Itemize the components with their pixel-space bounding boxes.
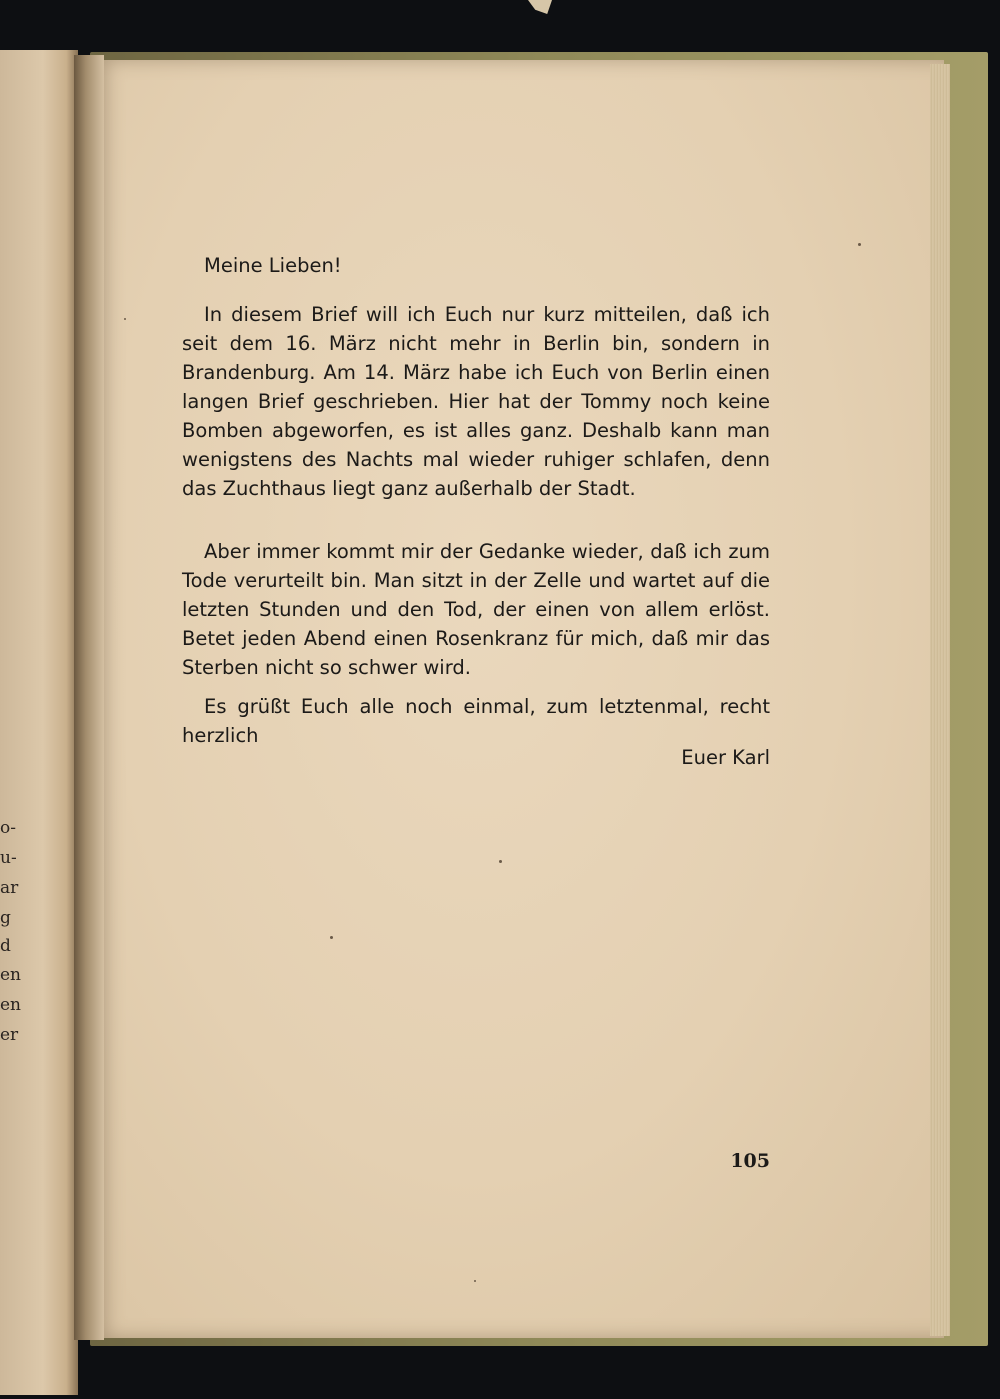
left-page-fragment: u- xyxy=(0,848,17,868)
left-page-fragment: g xyxy=(0,908,11,928)
paragraph-text: In diesem Brief will ich Euch nur kurz mitteilen, daß ich seit dem 16. März nicht mehr in Berlin bin, sondern in Brandenburg. Am 14. März habe ich Euch von Berlin einen langen Brief geschrieben. Hier hat der Tommy noch keine Bomben abgeworfen, es ist alles ganz. Deshalb kann man wenigstens des Nachts mal wieder ruhiger schlafen, denn das Zuchthaus liegt ganz außerhalb der Stadt. xyxy=(182,303,770,500)
letter-salutation: Meine Lieben! xyxy=(204,254,342,277)
letter-signature: Euer Karl xyxy=(681,746,770,769)
left-page-fragment: en xyxy=(0,995,22,1015)
page-stack-edges xyxy=(930,64,950,1336)
letter-paragraph xyxy=(182,300,770,503)
paper-speck xyxy=(124,318,126,320)
torn-paper-scrap xyxy=(528,0,552,14)
book-gutter xyxy=(74,55,104,1340)
left-page-fragment: ar xyxy=(0,878,19,898)
left-page-fragment: er xyxy=(0,1025,19,1045)
paragraph-text: Aber immer kommt mir der Gedanke wieder, daß ich zum Tode verurteilt bin. Man sitzt in der Zelle und wartet auf die letzten Stunden und den Tod, der einen von allem erlöst. Betet jeden Abend einen Rosenkranz für mich, daß mir das Sterben nicht so schwer wird. xyxy=(182,540,770,679)
paper-speck xyxy=(474,1280,476,1282)
letter-paragraph xyxy=(182,692,770,750)
letter-paragraph xyxy=(182,537,770,682)
paper-speck xyxy=(330,936,333,939)
left-facing-page xyxy=(0,50,78,1395)
paragraph-text: Es grüßt Euch alle noch einmal, zum letztenmal, recht herzlich xyxy=(182,695,770,747)
paper-speck xyxy=(499,860,502,863)
left-page-fragment: en xyxy=(0,965,22,985)
page-number: 105 xyxy=(730,1150,770,1172)
left-page-fragment: d xyxy=(0,936,11,956)
paper-speck xyxy=(858,243,861,246)
left-page-fragment: o- xyxy=(0,818,16,838)
